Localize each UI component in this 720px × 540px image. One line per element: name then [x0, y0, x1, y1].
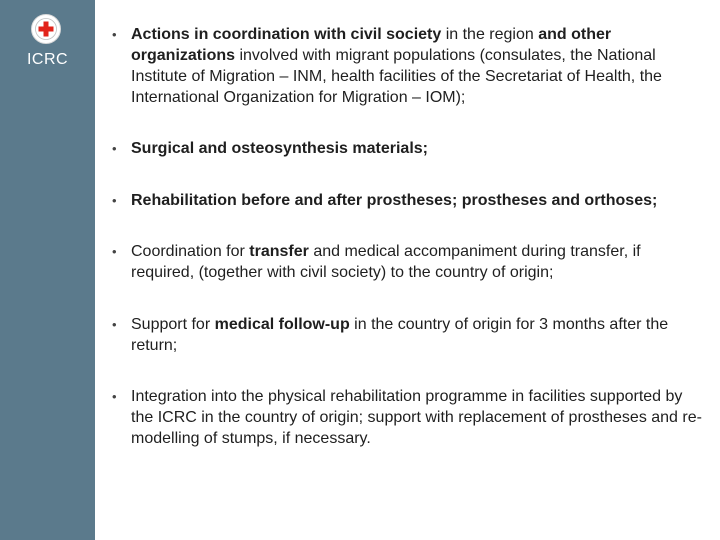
bullet-item	[112, 24, 702, 108]
bullet-dot-icon: •	[112, 244, 117, 259]
bullet-text-bold: transfer	[249, 243, 309, 260]
bullet-text: and medical accompaniment during transfer, if required, (together with civil society) to the country of origin;	[131, 243, 641, 281]
bullet-item	[112, 241, 702, 283]
bullet-dot-icon: •	[112, 317, 117, 332]
bullet-text-bold: Rehabilitation before and after prostheses; prostheses and orthoses;	[131, 192, 658, 209]
bullet-item	[112, 314, 702, 356]
bullet-text: Coordination for	[131, 243, 250, 260]
bullet-item	[112, 386, 702, 449]
bullet-text-bold: Surgical and osteosynthesis materials;	[131, 140, 428, 157]
sidebar	[0, 0, 95, 540]
bullet-item	[112, 138, 702, 159]
logo-text: ICRC	[26, 51, 69, 68]
bullet-text-bold: Actions in coordination with civil society	[131, 26, 442, 43]
bullet-text-bold: and other organizations	[131, 26, 612, 64]
bullet-dot-icon: •	[112, 27, 117, 42]
bullet-dot-icon: •	[112, 193, 117, 208]
red-cross-icon	[30, 13, 62, 45]
bullet-dot-icon: •	[112, 389, 117, 404]
bullet-dot-icon: •	[112, 141, 117, 156]
bullet-text: Support for	[131, 316, 215, 333]
bullet-text: Integration into the physical rehabilitation programme in facilities supported by the ICRC in the country of origin; support with replacement of prostheses and re-modelling of stumps, if necessary.	[131, 388, 702, 447]
bullet-text: in the region	[441, 26, 539, 43]
bullet-text-bold: medical follow-up	[214, 316, 350, 333]
bullet-list	[112, 24, 702, 449]
bullet-text: involved with migrant populations (consulates, the National Institute of Migration – INM, health facilities of the Secretariat of Health, the International Organization for Migration – IOM);	[131, 47, 662, 106]
bullet-text: in the country of origin for 3 months after the return;	[131, 316, 669, 354]
bullet-item	[112, 190, 702, 211]
